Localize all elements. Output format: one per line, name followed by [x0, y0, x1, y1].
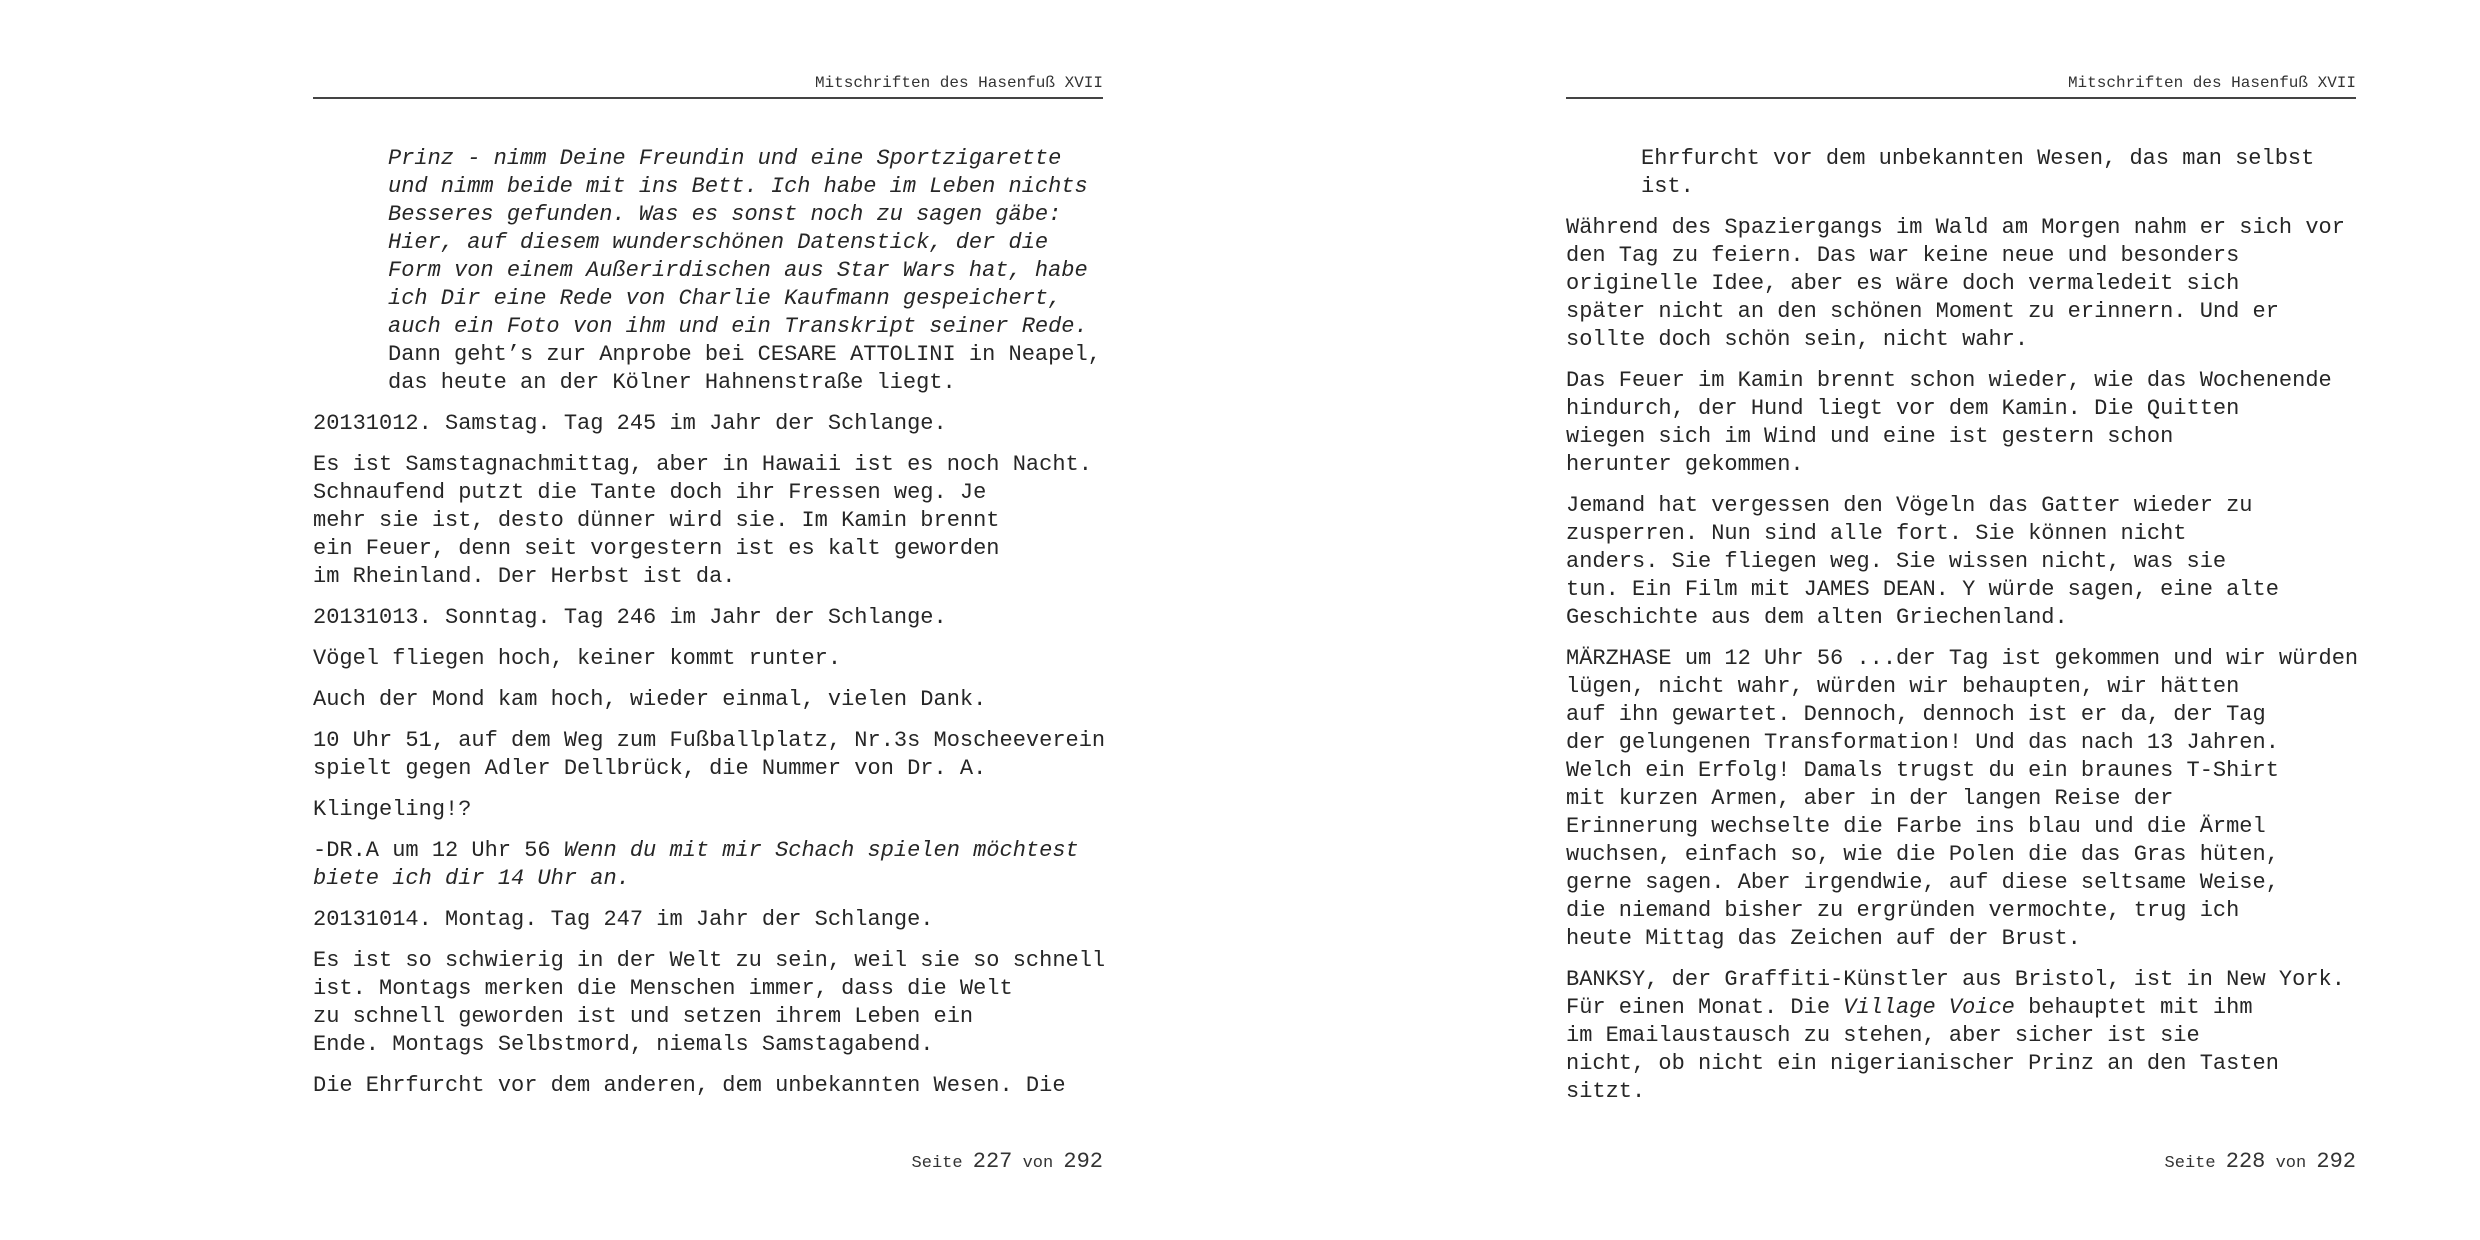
- text-line: lügen, nicht wahr, würden wir behaupten, wir hätten: [1566, 674, 2240, 699]
- text-line: Die Ehrfurcht vor dem anderen, dem unbekannten Wesen. Die: [313, 1073, 1066, 1098]
- text-line: BANKSY, der Graffiti-Künstler aus Bristol, ist in New York.: [1566, 967, 2345, 992]
- footer-prefix: Seite: [2164, 1154, 2216, 1173]
- text-line: mit kurzen Armen, aber in der langen Reise der: [1566, 786, 2174, 811]
- text-line: ist.: [1641, 174, 1694, 199]
- page-total: 292: [1063, 1149, 1103, 1174]
- text-line: den Tag zu feiern. Das war keine neue und besonders: [1566, 243, 2240, 268]
- page-footer: [2165, 1150, 2356, 1176]
- text-line: zusperren. Nun sind alle fort. Sie können nicht: [1566, 521, 2187, 546]
- text-line: Hier, auf diesem wunderschönen Datenstick, der die: [388, 230, 1049, 255]
- text-line: hindurch, der Hund liegt vor dem Kamin. Die Quitten: [1566, 396, 2240, 421]
- text-run: behauptet mit ihm: [2014, 995, 2253, 1020]
- page-number: 228: [2225, 1149, 2266, 1174]
- text-line: Form von einem Außerirdischen aus Star Wars hat, habe: [388, 258, 1088, 283]
- text-line: biete ich dir 14 Uhr an.: [313, 866, 630, 891]
- paragraph: [313, 686, 1103, 714]
- text-line: Jemand hat vergessen den Vögeln das Gatter wieder zu: [1566, 493, 2253, 518]
- text-line: wuchsen, einfach so, wie die Polen die das Gras hüten,: [1566, 842, 2279, 867]
- text-line: Klingeling!?: [313, 797, 472, 822]
- paragraph: [313, 645, 1103, 673]
- text-line: Welch ein Erfolg! Damals trugst du ein braunes T-Shirt: [1566, 758, 2279, 783]
- paragraph: [1566, 645, 2359, 953]
- text-line: der gelungenen Transformation! Und das nach 13 Jahren.: [1566, 730, 2279, 755]
- text-line: Geschichte aus dem alten Griechenland.: [1566, 605, 2068, 630]
- date-entry: [313, 604, 1103, 632]
- footer-prefix: Seite: [911, 1154, 963, 1173]
- text-line: Das Feuer im Kamin brennt schon wieder, wie das Wochenende: [1566, 368, 2332, 393]
- text-line: 20131012. Samstag. Tag 245 im Jahr der Schlange.: [313, 411, 947, 436]
- running-header: Mitschriften des Hasenfuß XVII: [313, 73, 1103, 99]
- text-line: im Emailaustausch zu stehen, aber sicher ist sie: [1566, 1023, 2200, 1048]
- text-line: heute Mittag das Zeichen auf der Brust.: [1566, 926, 2081, 951]
- paragraph: [313, 796, 1103, 824]
- left-page: [313, 0, 1106, 1240]
- text-line: Vögel fliegen hoch, keiner kommt runter.: [313, 646, 842, 671]
- date-entry: [313, 906, 1103, 934]
- footer-mid: von: [1022, 1154, 1054, 1173]
- text-line: Auch der Mond kam hoch, wieder einmal, vielen Dank.: [313, 687, 987, 712]
- running-header: Mitschriften des Hasenfuß XVII: [1566, 73, 2356, 99]
- text-line: ist. Montags merken die Menschen immer, dass die Welt: [313, 976, 1013, 1001]
- text-line: und nimm beide mit ins Bett. Ich habe im Leben nichts: [388, 174, 1088, 199]
- text-line: [1566, 994, 2356, 1022]
- text-line: [313, 837, 1103, 865]
- text-line: mehr sie ist, desto dünner wird sie. Im Kamin brennt: [313, 508, 1000, 533]
- page-body: [1566, 145, 2359, 1119]
- text-line: MÄRZHASE um 12 Uhr 56 ...der Tag ist gekommen und wir würden: [1566, 646, 2359, 671]
- text-line: Schnaufend putzt die Tante doch ihr Fressen weg. Je: [313, 480, 987, 505]
- footer-mid: von: [2275, 1154, 2307, 1173]
- text-line: auf ihn gewartet. Dennoch, dennoch ist er da, der Tag: [1566, 702, 2266, 727]
- italic-run: Village Voice: [1843, 995, 2015, 1020]
- paragraph: [1566, 145, 2356, 201]
- text-line: ich Dir eine Rede von Charlie Kaufmann gespeichert,: [388, 286, 1062, 311]
- text-line: nicht, ob nicht ein nigerianischer Prinz an den Tasten: [1566, 1051, 2279, 1076]
- paragraph: [313, 1072, 1103, 1100]
- italic-run: Wenn du mit mir Schach spielen möchtest: [563, 838, 1079, 863]
- page-total: 292: [2316, 1149, 2356, 1174]
- text-line: sitzt.: [1566, 1079, 1646, 1104]
- text-line: tun. Ein Film mit JAMES DEAN. Y würde sagen, eine alte: [1566, 577, 2279, 602]
- paragraph: [313, 837, 1103, 893]
- text-line: gerne sagen. Aber irgendwie, auf diese seltsame Weise,: [1566, 870, 2279, 895]
- text-line: ein Feuer, denn seit vorgestern ist es kalt geworden: [313, 536, 1000, 561]
- text-line: 20131013. Sonntag. Tag 246 im Jahr der Schlange.: [313, 605, 947, 630]
- paragraph: [313, 451, 1103, 591]
- text-line: Es ist Samstagnachmittag, aber in Hawaii ist es noch Nacht.: [313, 452, 1092, 477]
- text-line: sollte doch schön sein, nicht wahr.: [1566, 327, 2029, 352]
- paragraph: [1566, 367, 2356, 479]
- paragraph: [313, 727, 1106, 783]
- date-entry: [313, 410, 1103, 438]
- text-line: zu schnell geworden ist und setzen ihrem Leben ein: [313, 1004, 974, 1029]
- right-page: [1566, 0, 2359, 1240]
- text-line: Dann geht’s zur Anprobe bei CESARE ATTOLINI in Neapel,: [388, 342, 1101, 367]
- page-number: 227: [972, 1149, 1013, 1174]
- text-line: das heute an der Kölner Hahnenstraße liegt.: [388, 370, 956, 395]
- text-line: wiegen sich im Wind und eine ist gestern schon: [1566, 424, 2174, 449]
- text-line: Ende. Montags Selbstmord, niemals Samstagabend.: [313, 1032, 934, 1057]
- text-line: anders. Sie fliegen weg. Sie wissen nicht, was sie: [1566, 549, 2227, 574]
- paragraph: [313, 947, 1106, 1059]
- text-line: Ehrfurcht vor dem unbekannten Wesen, das man selbst: [1641, 146, 2315, 171]
- text-line: im Rheinland. Der Herbst ist da.: [313, 564, 736, 589]
- text-line: Prinz - nimm Deine Freundin und eine Sportzigarette: [388, 146, 1062, 171]
- text-line: herunter gekommen.: [1566, 452, 1804, 477]
- text-run: -DR.A um 12 Uhr 56: [313, 838, 564, 863]
- text-line: Während des Spaziergangs im Wald am Morgen nahm er sich vor: [1566, 215, 2345, 240]
- text-run: Für einen Monat. Die: [1566, 995, 1844, 1020]
- paragraph: [1566, 214, 2356, 354]
- text-line: 20131014. Montag. Tag 247 im Jahr der Schlange.: [313, 907, 934, 932]
- text-line: auch ein Foto von ihm und ein Transkript seiner Rede.: [388, 314, 1088, 339]
- text-line: die niemand bisher zu ergründen vermochte, trug ich: [1566, 898, 2240, 923]
- text-line: Erinnerung wechselte die Farbe ins blau und die Ärmel: [1566, 814, 2266, 839]
- paragraph: [1566, 966, 2356, 1106]
- paragraph: [313, 145, 1103, 397]
- text-line: originelle Idee, aber es wäre doch vermaledeit sich: [1566, 271, 2240, 296]
- text-line: Es ist so schwierig in der Welt zu sein, weil sie so schnell: [313, 948, 1106, 973]
- text-line: später nicht an den schönen Moment zu erinnern. Und er: [1566, 299, 2279, 324]
- paragraph: [1566, 492, 2356, 632]
- page-footer: [912, 1150, 1103, 1176]
- text-line: 10 Uhr 51, auf dem Weg zum Fußballplatz, Nr.3s Moscheeverein: [313, 728, 1106, 753]
- text-line: Besseres gefunden. Was es sonst noch zu sagen gäbe:: [388, 202, 1062, 227]
- text-line: spielt gegen Adler Dellbrück, die Nummer von Dr. A.: [313, 756, 987, 781]
- page-body: [313, 145, 1106, 1113]
